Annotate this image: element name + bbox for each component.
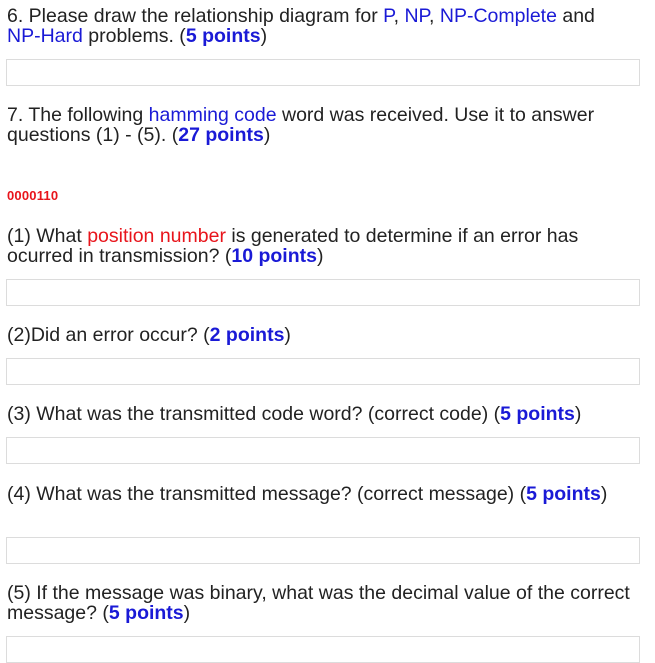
points-label: 5 points [500,403,575,425]
subquestion-5-text: (5) If the message was binary, what was the decimal value of the correct message? (5 points) [7,582,630,624]
received-code-word: 0000110 [7,188,59,203]
term-np-complete: NP-Complete [439,5,557,27]
answer-input-sub2[interactable] [6,358,640,385]
question-6-text: 6. Please draw the relationship diagram for P, NP, NP-Complete and NP-Hard problems. (5 points) [7,5,595,47]
question-7-text: 7. The following hamming code word was received. Use it to answer questions (1) - (5). (27 points) [7,104,595,146]
points-label: 5 points [185,25,261,47]
answer-input-sub1[interactable] [6,279,640,306]
points-label: 27 points [178,124,264,146]
points-label: 5 points [526,483,601,505]
answer-input-sub5[interactable] [6,636,640,663]
subquestion-4-text: (4) What was the transmitted message? (correct message) (5 points) [7,483,608,505]
term-hamming-code: hamming code [148,104,277,126]
term-np: NP [404,5,430,27]
term-np-hard: NP-Hard [7,25,83,47]
subquestion-1-text: (1) What position number is generated to determine if an error has ocurred in transmission? (10 points) [7,225,579,267]
answer-input-sub3[interactable] [6,437,640,464]
term-position-number: position number [87,225,226,247]
subquestion-2-text: (2)Did an error occur? (2 points) [7,324,291,346]
points-label: 5 points [108,602,184,624]
answer-input-q6[interactable] [6,59,640,86]
points-label: 2 points [209,324,285,346]
subquestion-3-text: (3) What was the transmitted code word? (correct code) (5 points) [7,403,582,425]
answer-input-sub4[interactable] [6,537,640,564]
points-label: 10 points [231,245,317,267]
term-p: P [383,5,394,27]
